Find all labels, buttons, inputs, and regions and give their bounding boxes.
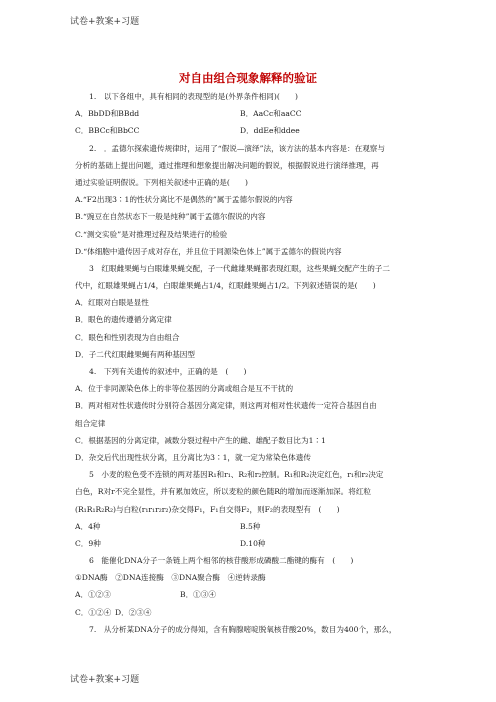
text-line: C．眼色和性别表现为自由组合 [75,332,180,342]
option-text: A．4种 [75,521,101,531]
text-line: 白色，R对r不完全显性，并有累加效应，所以麦粒的颜色随R的增加而逐渐加深。将红粒 [75,487,372,497]
text-line: ①DNA酶 ②DNA连接酶 ③DNA聚合酶 ④逆转录酶 [75,573,266,583]
option-text: C．BBCc和BbCC [75,126,140,136]
page-header: 试卷+教案+习题 [70,17,140,27]
text-line: B.“豌豆在自然状态下一般是纯种”属于孟德尔假说的内容 [75,212,266,222]
text-line: 通过实验证明假说。下列相关叙述中正确的是( ) [75,177,248,187]
text-line: D．杂交后代出现性状分离，且分离比为3∶1，就一定为常染色体遗传 [75,452,311,462]
text-line: A．红眼对白眼是显性 [75,298,149,308]
question-stem: 1. 以下各组中，具有相同的表现型的是(外界条件相同)( ) [89,92,298,101]
question-stem: 5 小麦的粒色受不连锁的两对基因R₁和r₁、R₂和r₂控制。R₁和R₂决定红色，r₁和r₂决定 [89,470,384,480]
text-line: D．子二代红眼雌果蝇有两种基因型 [75,349,195,359]
question-stem: 2. ．孟德尔探索遗传规律时，运用了“假说—演绎”法，该方法的基本内容是：在观察与 [89,143,385,153]
document-body [75,88,430,638]
option-text: B.5种 [240,521,261,531]
text-line: B．眼色的遗传遵循分离定律 [75,315,172,325]
text-line: 组合定律 [75,418,106,428]
question-stem: 3 红眼雌果蝇与白眼雄果蝇交配，子一代雌雄果蝇都表现红眼，这些果蝇交配产生的子二 [89,263,390,273]
text-line: A.“F2出现3∶1的性状分离比不是偶然的”属于孟德尔假说的内容 [75,195,293,205]
option-row [75,535,430,552]
option-text: D．ddEe和ddee [240,126,300,136]
option-text: B．AaCc和aaCC [240,109,302,119]
option-row [75,604,430,621]
option-row [75,105,430,122]
option-text: D．②③④ [115,607,152,617]
page-footer: 试卷+教案+习题 [70,675,140,685]
option-text: B．①③④ [180,590,216,600]
text-line: D.“体细胞中遗传因子成对存在，并且位于同源染色体上”属于孟德尔的假说内容 [75,246,342,256]
text-line: C.“测交实验”是对推理过程及结果进行的检验 [75,229,228,239]
question-stem: 6 能催化DNA分子一条链上两个相邻的核苷酸形成磷酸二酯键的酶有 ( ) [89,556,354,566]
option-text: C．①②④ [75,607,112,617]
document-title: 对自由组合现象解释的验证 [179,71,317,85]
text-line: 分析的基础上提出问题，通过推理和想象提出解决问题的假说，根据假说进行演绎推理，再 [75,160,379,170]
text-line: B．两对相对性状遗传时分别符合基因分离定律，则这两对相对性状遗传一定符合基因自由 [75,401,377,411]
option-text: D.10种 [240,538,266,548]
text-line: 代中，红眼雄果蝇占1/4，白眼雄果蝇占1/4，红眼雌果蝇占1/2。下列叙述错误的是( ) [75,281,376,291]
option-text: A．①②③ [75,590,111,600]
option-text: C．9种 [75,538,101,548]
option-text: A．BbDD和BBdd [75,109,140,119]
text-line: (R₁R₁R₂R₂)与白粒(r₁r₁r₂r₂)杂交得F₁，F₁自交得F₂，则F₂的表现型有 ( ) [75,504,340,514]
text-line: C．根据基因的分离定律，减数分裂过程中产生的雌、雄配子数目比为1∶1 [75,435,326,445]
option-row [75,518,430,535]
text-line: A．位于非同源染色体上的非等位基因的分离或组合是互不干扰的 [75,384,294,394]
option-row [75,122,430,139]
question-stem: 4. 下列有关遗传的叙述中，正确的是 ( ) [89,367,247,376]
option-row [75,586,430,603]
question-stem: 7. 从分析某DNA分子的成分得知，含有胸腺嘧啶脱氧核苷酸20%，数目为400个，那么， [89,624,397,634]
